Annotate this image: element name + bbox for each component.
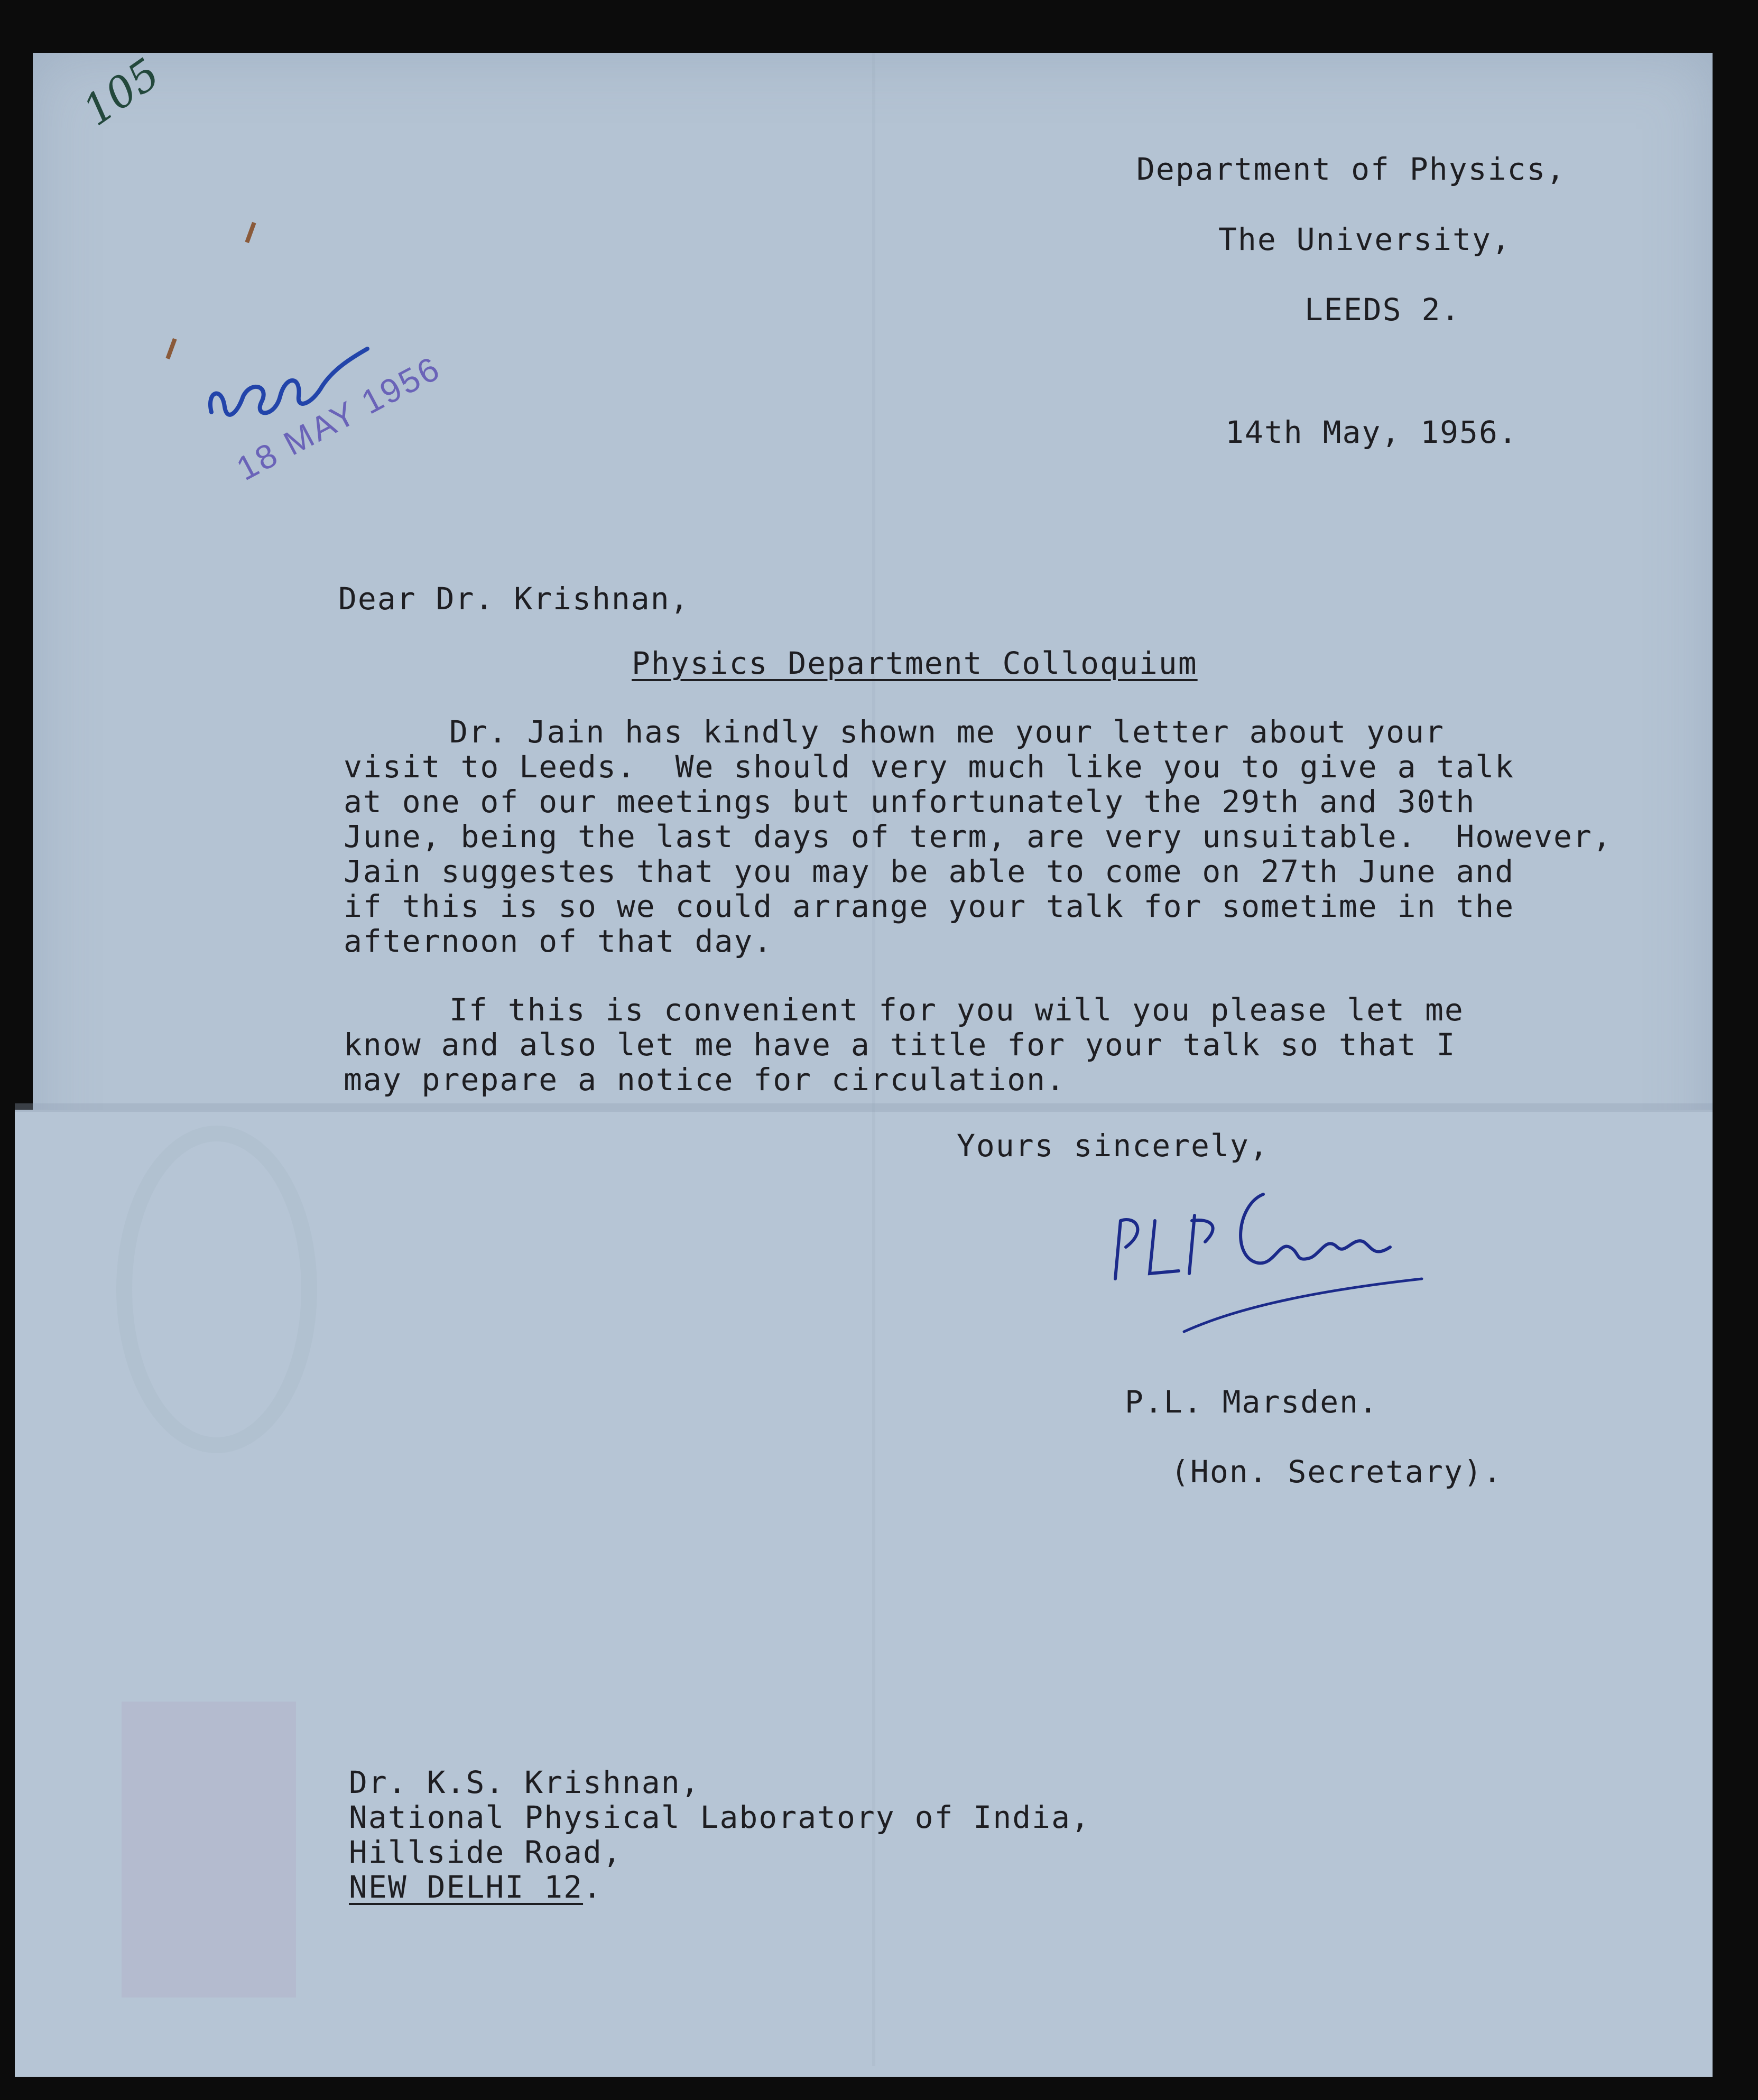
letter-date: 14th May, 1956. [1225, 414, 1518, 450]
recipient-institution: National Physical Laboratory of India, [349, 1799, 1090, 1835]
letterhead-city: LEEDS 2. [1304, 292, 1461, 328]
paper-stain [116, 1126, 317, 1453]
body-line: know and also let me have a title for your talk so that I [344, 1027, 1456, 1063]
recipient-name: Dr. K.S. Krishnan, [349, 1764, 700, 1800]
closing: Yours sincerely, [957, 1128, 1269, 1164]
paper-discoloration [122, 1702, 296, 1997]
letterhead-department: Department of Physics, [1136, 151, 1566, 187]
body-line: June, being the last days of term, are very unsuitable. However, [344, 819, 1612, 854]
recipient-street: Hillside Road, [349, 1834, 622, 1870]
folio-number: 105 [74, 49, 169, 136]
body-line: Dr. Jain has kindly shown me your letter about your [449, 714, 1445, 750]
recipient-city-underlined: NEW DELHI 12 [349, 1869, 584, 1905]
horizontal-fold-line [15, 1103, 1713, 1112]
body-line: if this is so we could arrange your talk for sometime in the [344, 888, 1515, 924]
body-line: may prepare a notice for circulation. [344, 1062, 1066, 1098]
handwritten-signature [1105, 1184, 1432, 1353]
letterhead-university: The University, [1218, 221, 1511, 257]
body-line: visit to Leeds. We should very much like you to give a talk [344, 749, 1515, 785]
body-line: Jain suggestes that you may be able to come on 27th June and [344, 853, 1515, 889]
salutation: Dear Dr. Krishnan, [338, 581, 690, 617]
body-line: If this is convenient for you will you please let me [449, 992, 1464, 1028]
recipient-city-suffix: . [583, 1869, 603, 1905]
signatory-name: P.L. Marsden. [1125, 1384, 1378, 1420]
subject-heading: Physics Department Colloquium [632, 645, 1198, 681]
signatory-title: (Hon. Secretary). [1171, 1454, 1503, 1490]
body-line: afternoon of that day. [344, 923, 773, 959]
recipient-city [349, 1870, 603, 1904]
received-date-stamp: 18 MAY 1956 [230, 348, 447, 488]
body-line: at one of our meetings but unfortunately the 29th and 30th [344, 784, 1476, 820]
